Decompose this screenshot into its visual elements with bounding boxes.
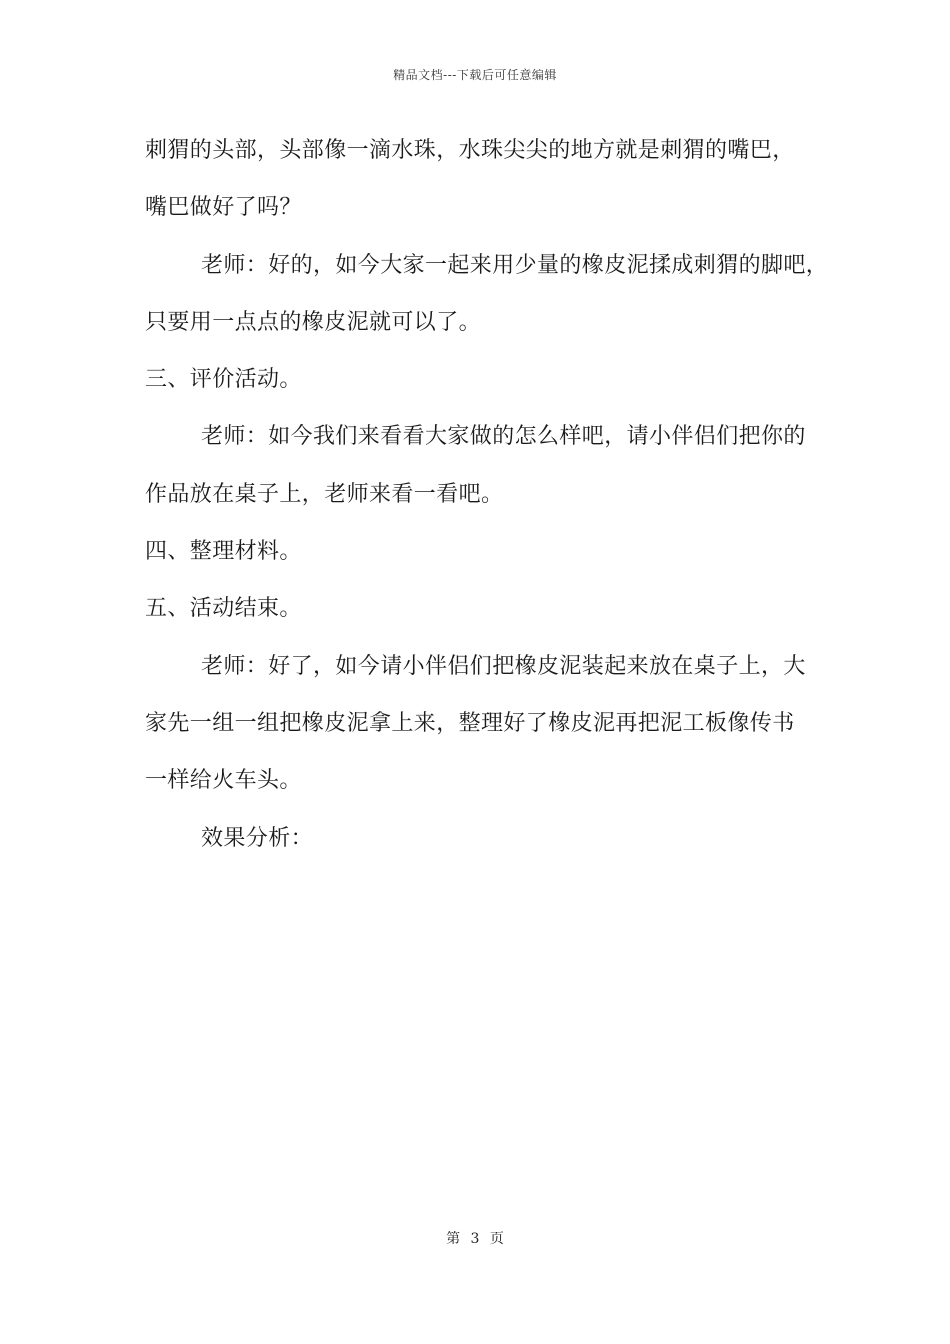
page-footer (0, 1228, 950, 1248)
page-header: 精品文档---下载后可任意编辑 (393, 68, 557, 82)
section-heading-end: 五、活动结束。 (145, 596, 302, 622)
paragraph-line-7: 作品放在桌子上，老师来看一看吧。 (145, 481, 504, 507)
page-suffix: 页 (489, 1231, 504, 1247)
section-heading-evaluation: 三、评价活动。 (145, 367, 302, 393)
paragraph-line-11: 家先一组一组把橡皮泥拿上来，整理好了橡皮泥再把泥工板像传书 (145, 710, 795, 736)
paragraph-line-3: 老师：好的，如今大家一起来用少量的橡皮泥揉成刺猬的脚吧， (201, 252, 829, 278)
paragraph-line-12: 一样给火车头。 (145, 768, 302, 794)
paragraph-line-4: 只要用一点点的橡皮泥就可以了。 (145, 309, 482, 335)
paragraph-line-2: 嘴巴做好了吗？ (145, 195, 302, 221)
page-prefix: 第 (446, 1231, 461, 1247)
paragraph-line-1: 刺猬的头部，头部像一滴水珠，水珠尖尖的地方就是刺猬的嘴巴， (145, 138, 795, 163)
paragraph-line-6: 老师：如今我们来看看大家做的怎么样吧，请小伴侣们把你的 (201, 424, 806, 450)
page-number: 3 (470, 1231, 480, 1247)
results-analysis-label: 效果分析： (201, 825, 314, 851)
paragraph-line-10: 老师：好了，如今请小伴侣们把橡皮泥装起来放在桌子上，大 (201, 653, 806, 679)
section-heading-organize: 四、整理材料。 (145, 539, 302, 565)
document-body (145, 132, 829, 877)
